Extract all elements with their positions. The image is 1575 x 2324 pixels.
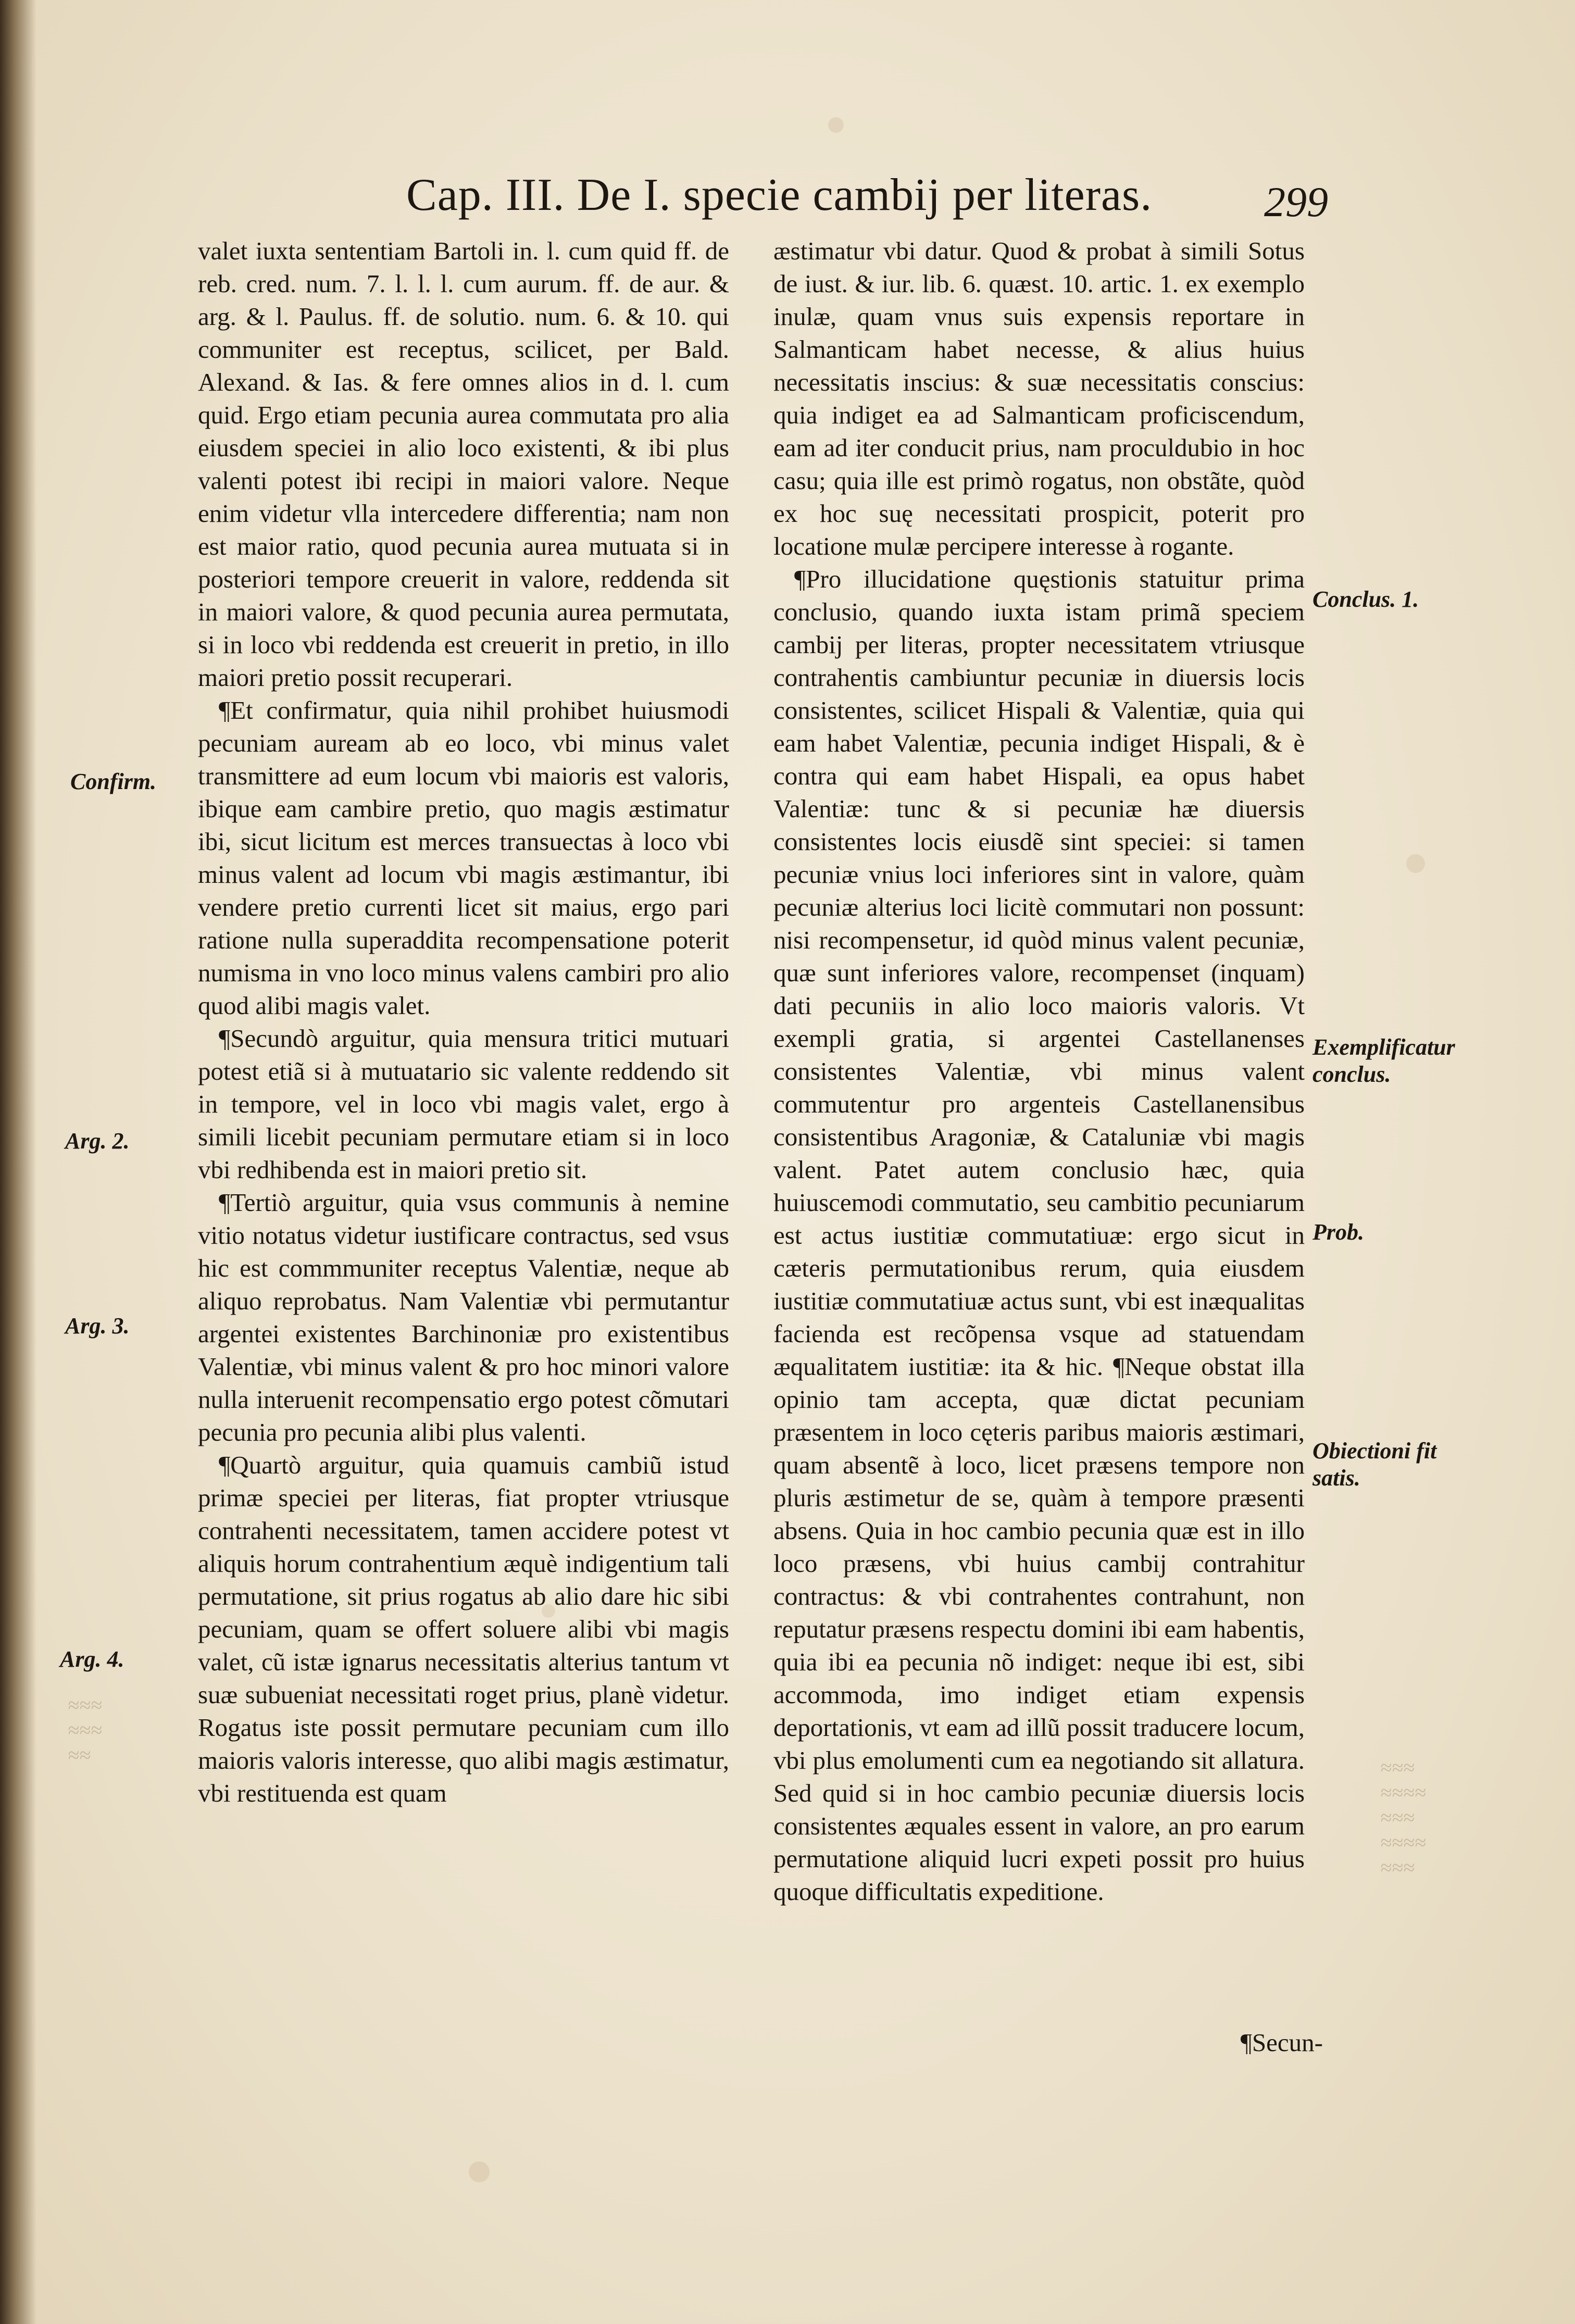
paper-stain — [1406, 854, 1425, 873]
margin-note-conclusio: Conclus. 1. — [1312, 586, 1419, 612]
left-text-column — [198, 234, 729, 2036]
folio-number: 299 — [1264, 178, 1328, 226]
text-paragraph: ¶Quartò arguitur, quia quamuis cambiũ istud primæ speciei per literas, fiat propter vtriusque contrahenti necessitatem, tamen accidere potest vt aliquis horum contrahentium æquè indigentium tali permutatione, sit prius rogatus ab alio dare hic sibi pecuniam, quam se offert soluere alibi vbi magis valet, cũ istæ ignarus necessitatis alterius tantum vt suæ subueniat necessitati roget prius, planè videtur. Rogatus iste possit permutare pecuniam cum illo maioris valoris interesse, quo alibi magis æstimatur, vbi restituenda est quam — [198, 1451, 729, 1807]
bleed-through-text: ≈≈≈ ≈≈≈ ≈≈ — [68, 1693, 102, 1767]
catchword: ¶Secun- — [1240, 2028, 1323, 2057]
paper-stain — [828, 117, 844, 133]
text-paragraph: ¶Pro illucidatione quęstionis statuitur prima conclusio, quando iuxta istam primã speciem cambij per literas, propter necessitatem vtriusque contrahentis cambiuntur pecuniæ in diuersis locis consistentes, scilicet Hispali & Valentiæ, quia qui eam habet Valentiæ, pecunia indiget Hispali, & è contra qui eam habet Hispali, ea opus habet Valentiæ: tunc & si pecuniæ hæ diuersis consistentes locis eiusdẽ sint speciei: si tamen pecuniæ vnius loci inferiores sint in valore, quàm pecuniæ alterius loci licitè commutari non possunt: nisi recompensetur, id quòd minus valent pecuniæ, quæ sunt inferiores valore, recompenset (inquam) dati pecuniis in alio loco maioris valoris. Vt exempli gratia, si argentei Castellanenses consistentes Valentiæ, vbi minus valent commutentur pro argenteis Castellanensibus consistentibus Aragoniæ, & Cataluniæ vbi magis valent. Patet autem conclusio hæc, quia huiuscemodi commutatio, seu cambitio pecuniarum est actus iustitiæ commutatiuæ: ergo sicut in cæteris permutationibus rerum, quia eiusdem iustitiæ commutatiuæ actus sunt, vbi est inæqualitas facienda est recõpensa vsque ad statuendam æqualitatem iustitiæ: ita & hic. ¶Neque obstat illa opinio tam accepta, quæ dictat pecuniam præsentem in loco cęteris paribus maioris æstimari, quam absentẽ à loco, licet præsens tempore non pluris æstimetur de se, quàm à tempore præsenti absens. Quia in hoc cambio pecunia quæ est in illo loco præsens, vbi huius cambij contrahitur contractus: & vbi contrahentes contrahunt, non reputatur præsens respectu domini ibi eam habentis, quia ibi ea pecunia nõ indiget: neque ibi est, sibi accommoda, imo indiget etiam expensis deportationis, vt eam ad illũ possit traducere locum, vbi plus emolumenti cum ea negotiando sit allatura. Sed quid si in hoc cambio pecuniæ diuersis locis consistentes æquales essent in valore, an pro earum permutatione aliquid lucri expeti possit pro huius quoque difficultatis expeditione. — [773, 565, 1305, 1906]
margin-note-probatur: Prob. — [1312, 1219, 1364, 1245]
running-title: Cap. III. De I. specie cambij per literas. — [406, 170, 1153, 220]
margin-note-arg3: Arg. 3. — [65, 1313, 130, 1339]
text-paragraph: ¶Secundò arguitur, quia mensura tritici mutuari potest etiã si à mutuatario sic valente reddendo sit in tempore, vel in loco vbi magis valet, ergo à simili licebit pecuniam permutare etiam si in loco vbi redhibenda est in maiori pretio sit. — [198, 1024, 729, 1184]
paper-stain — [469, 2161, 490, 2182]
right-text-column — [773, 234, 1305, 2036]
text-paragraph: ¶Et confirmatur, quia nihil prohibet huiusmodi pecuniam auream ab eo loco, vbi minus valet transmittere ad eum locum vbi maioris est valoris, ibique eam cambire pretio, quo magis æstimatur ibi, sicut licitum est merces transuectas à loco vbi minus valent ad locum vbi magis æstimantur, ibi vendere pretio currenti licet sit maius, ergo pari ratione nulla superaddita recompensatione poterit numisma in vno loco minus valens cambiri pro alio quod alibi magis valet. — [198, 696, 729, 1020]
binding-gutter — [0, 0, 36, 2324]
margin-note-confirm: Confirm. — [70, 769, 157, 794]
margin-note-obiectioni: Obiectioni fit satis. — [1312, 1438, 1437, 1491]
text-paragraph: æstimatur vbi datur. Quod & probat à simili Sotus de iust. & iur. lib. 6. quæst. 10. artic. 1. ex exemplo inulæ, quam vnus suis expensis reportare in Salmanticam habet necesse, & alius huius necessitatis inscius: & suæ necessitatis conscius: quia indiget ea ad Salmanticam proficiscendum, eam ad iter conducit prius, nam proculdubio in hoc casu; quia ille est primò rogatus, non obstãte, quòd ex hoc suę necessitati prospicit, poterit pro locatione mulæ percipere interesse à rogante. — [773, 236, 1305, 560]
bleed-through-text: ≈≈≈ ≈≈≈≈ ≈≈≈ ≈≈≈≈ ≈≈≈ — [1380, 1756, 1426, 1879]
text-paragraph: valet iuxta sententiam Bartoli in. l. cum quid ff. de reb. cred. num. 7. l. l. l. cum aurum. ff. de aur. & arg. & l. Paulus. ff. de solutio. num. 6. & 10. qui communiter est receptus, scilicet, per Bald. Alexand. & Ias. & fere omnes alios in d. l. cum quid. Ergo etiam pecunia aurea commutata pro alia eiusdem speciei in alio loco existenti, & ibi plus valenti potest ibi recipi in maiori valore. Neque enim videtur vlla intercedere differentia; nam non est maior ratio, quod pecunia aurea mutuata si in posteriori tempore creuerit in valore, reddenda sit in maiori valore, & quod pecunia aurea permutata, si in loco vbi reddenda est creuerit in pretio, in illo maiori pretio possit recuperari. — [198, 236, 729, 692]
text-paragraph: ¶Tertiò arguitur, quia vsus communis à nemine vitio notatus videtur iustificare contractus, sed vsus hic est commmuniter receptus Valentiæ, neque ab aliquo reprobatus. Nam Valentiæ vbi permutantur argentei existentes Barchinoniæ pro existentibus Valentiæ, vbi minus valent & pro hoc minori valore nulla interuenit recompensatio ergo potest cõmutari pecunia pro pecunia alibi plus valenti. — [198, 1188, 729, 1446]
margin-note-exemplificatur: Exemplificatur conclus. — [1312, 1034, 1455, 1087]
margin-note-arg4: Arg. 4. — [60, 1646, 124, 1672]
margin-note-arg2: Arg. 2. — [65, 1128, 130, 1154]
